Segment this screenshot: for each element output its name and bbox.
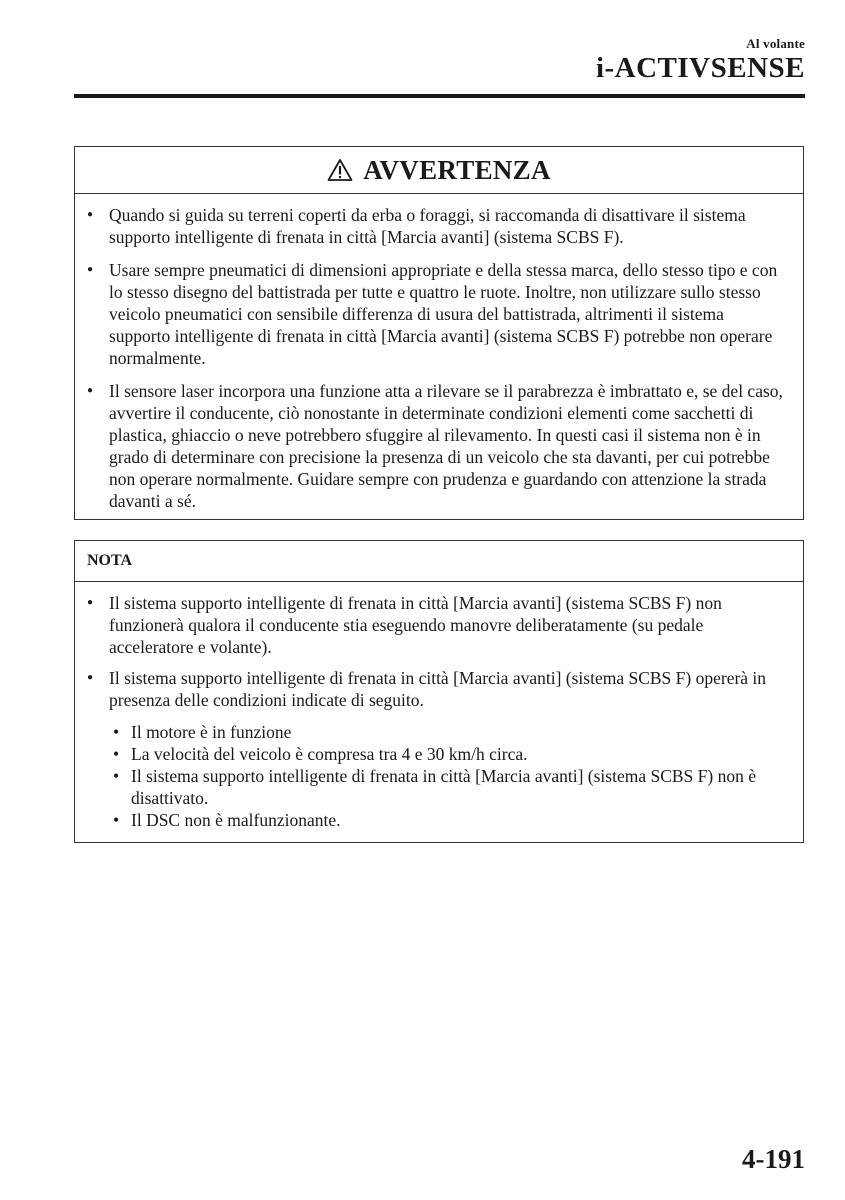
note-header: NOTA (75, 541, 803, 582)
note-item-text: Il sistema supporto intelligente di frenata in città [Marcia avanti] (sistema SCBS F) opererà in presenza delle condizioni indicate di seguito. (109, 668, 767, 710)
warning-item: ● Il sensore laser incorpora una funzione atta a rilevare se il parabrezza è imbrattato e, se del caso, avvertire il conducente, ciò nonostante in determinate condizioni elementi come sacchetti di plastica, ghiaccio o neve potrebbero sfuggire al rilevamento. In questi casi il sistema non è in grado di determinare con precisione la presenza di un veicolo che sta davanti, per cui potrebbe non operare normalmente. Guidare sempre con prudenza e guardando con attenzione la strada davanti a sé. (109, 380, 787, 512)
warning-list (75, 194, 803, 512)
page-number: 4-191 (742, 1144, 805, 1174)
header-rule (74, 94, 805, 98)
condition-item: • Il DSC non è malfunzionante. (131, 809, 787, 831)
warning-header (75, 147, 803, 194)
chapter-title: i-ACTIVSENSE (595, 52, 805, 84)
warning-item: ● Quando si guida su terreni coperti da erba o foraggi, si raccomanda di disattivare il sistema supporto intelligente di frenata in città [Marcia avanti] (sistema SCBS F). (109, 204, 787, 248)
note-list (75, 582, 803, 831)
condition-item: • La velocità del veicolo è compresa tra 4 e 30 km/h circa. (131, 743, 787, 765)
conditions-list (109, 721, 787, 831)
condition-item: • Il motore è in funzione (131, 721, 787, 743)
warning-item: ● Usare sempre pneumatici di dimensioni appropriate e della stessa marca, dello stesso tipo e con lo stesso disegno del battistrada per tutte e quattro le ruote. Inoltre, non utilizzare sullo stesso veicolo pneumatici con sensibile differenza di usura del battistrada, altrimenti il sistema supporto intelligente di frenata in città [Marcia avanti] (sistema SCBS F) potrebbe non operare normalmente. (109, 259, 787, 369)
warning-title: AVVERTENZA (363, 154, 551, 185)
condition-item: • Il sistema supporto intelligente di frenata in città [Marcia avanti] (sistema SCBS F) non è disattivato. (131, 765, 787, 809)
note-item: ● Il sistema supporto intelligente di frenata in città [Marcia avanti] (sistema SCBS F) non funzionerà qualora il conducente stia eseguendo manovre deliberatamente (su pedale acceleratore e volante). (109, 592, 787, 658)
note-item (109, 667, 787, 831)
warning-box (74, 146, 804, 520)
note-box (74, 540, 804, 843)
section-label: Al volante (746, 36, 805, 51)
warning-triangle-icon (327, 158, 353, 182)
